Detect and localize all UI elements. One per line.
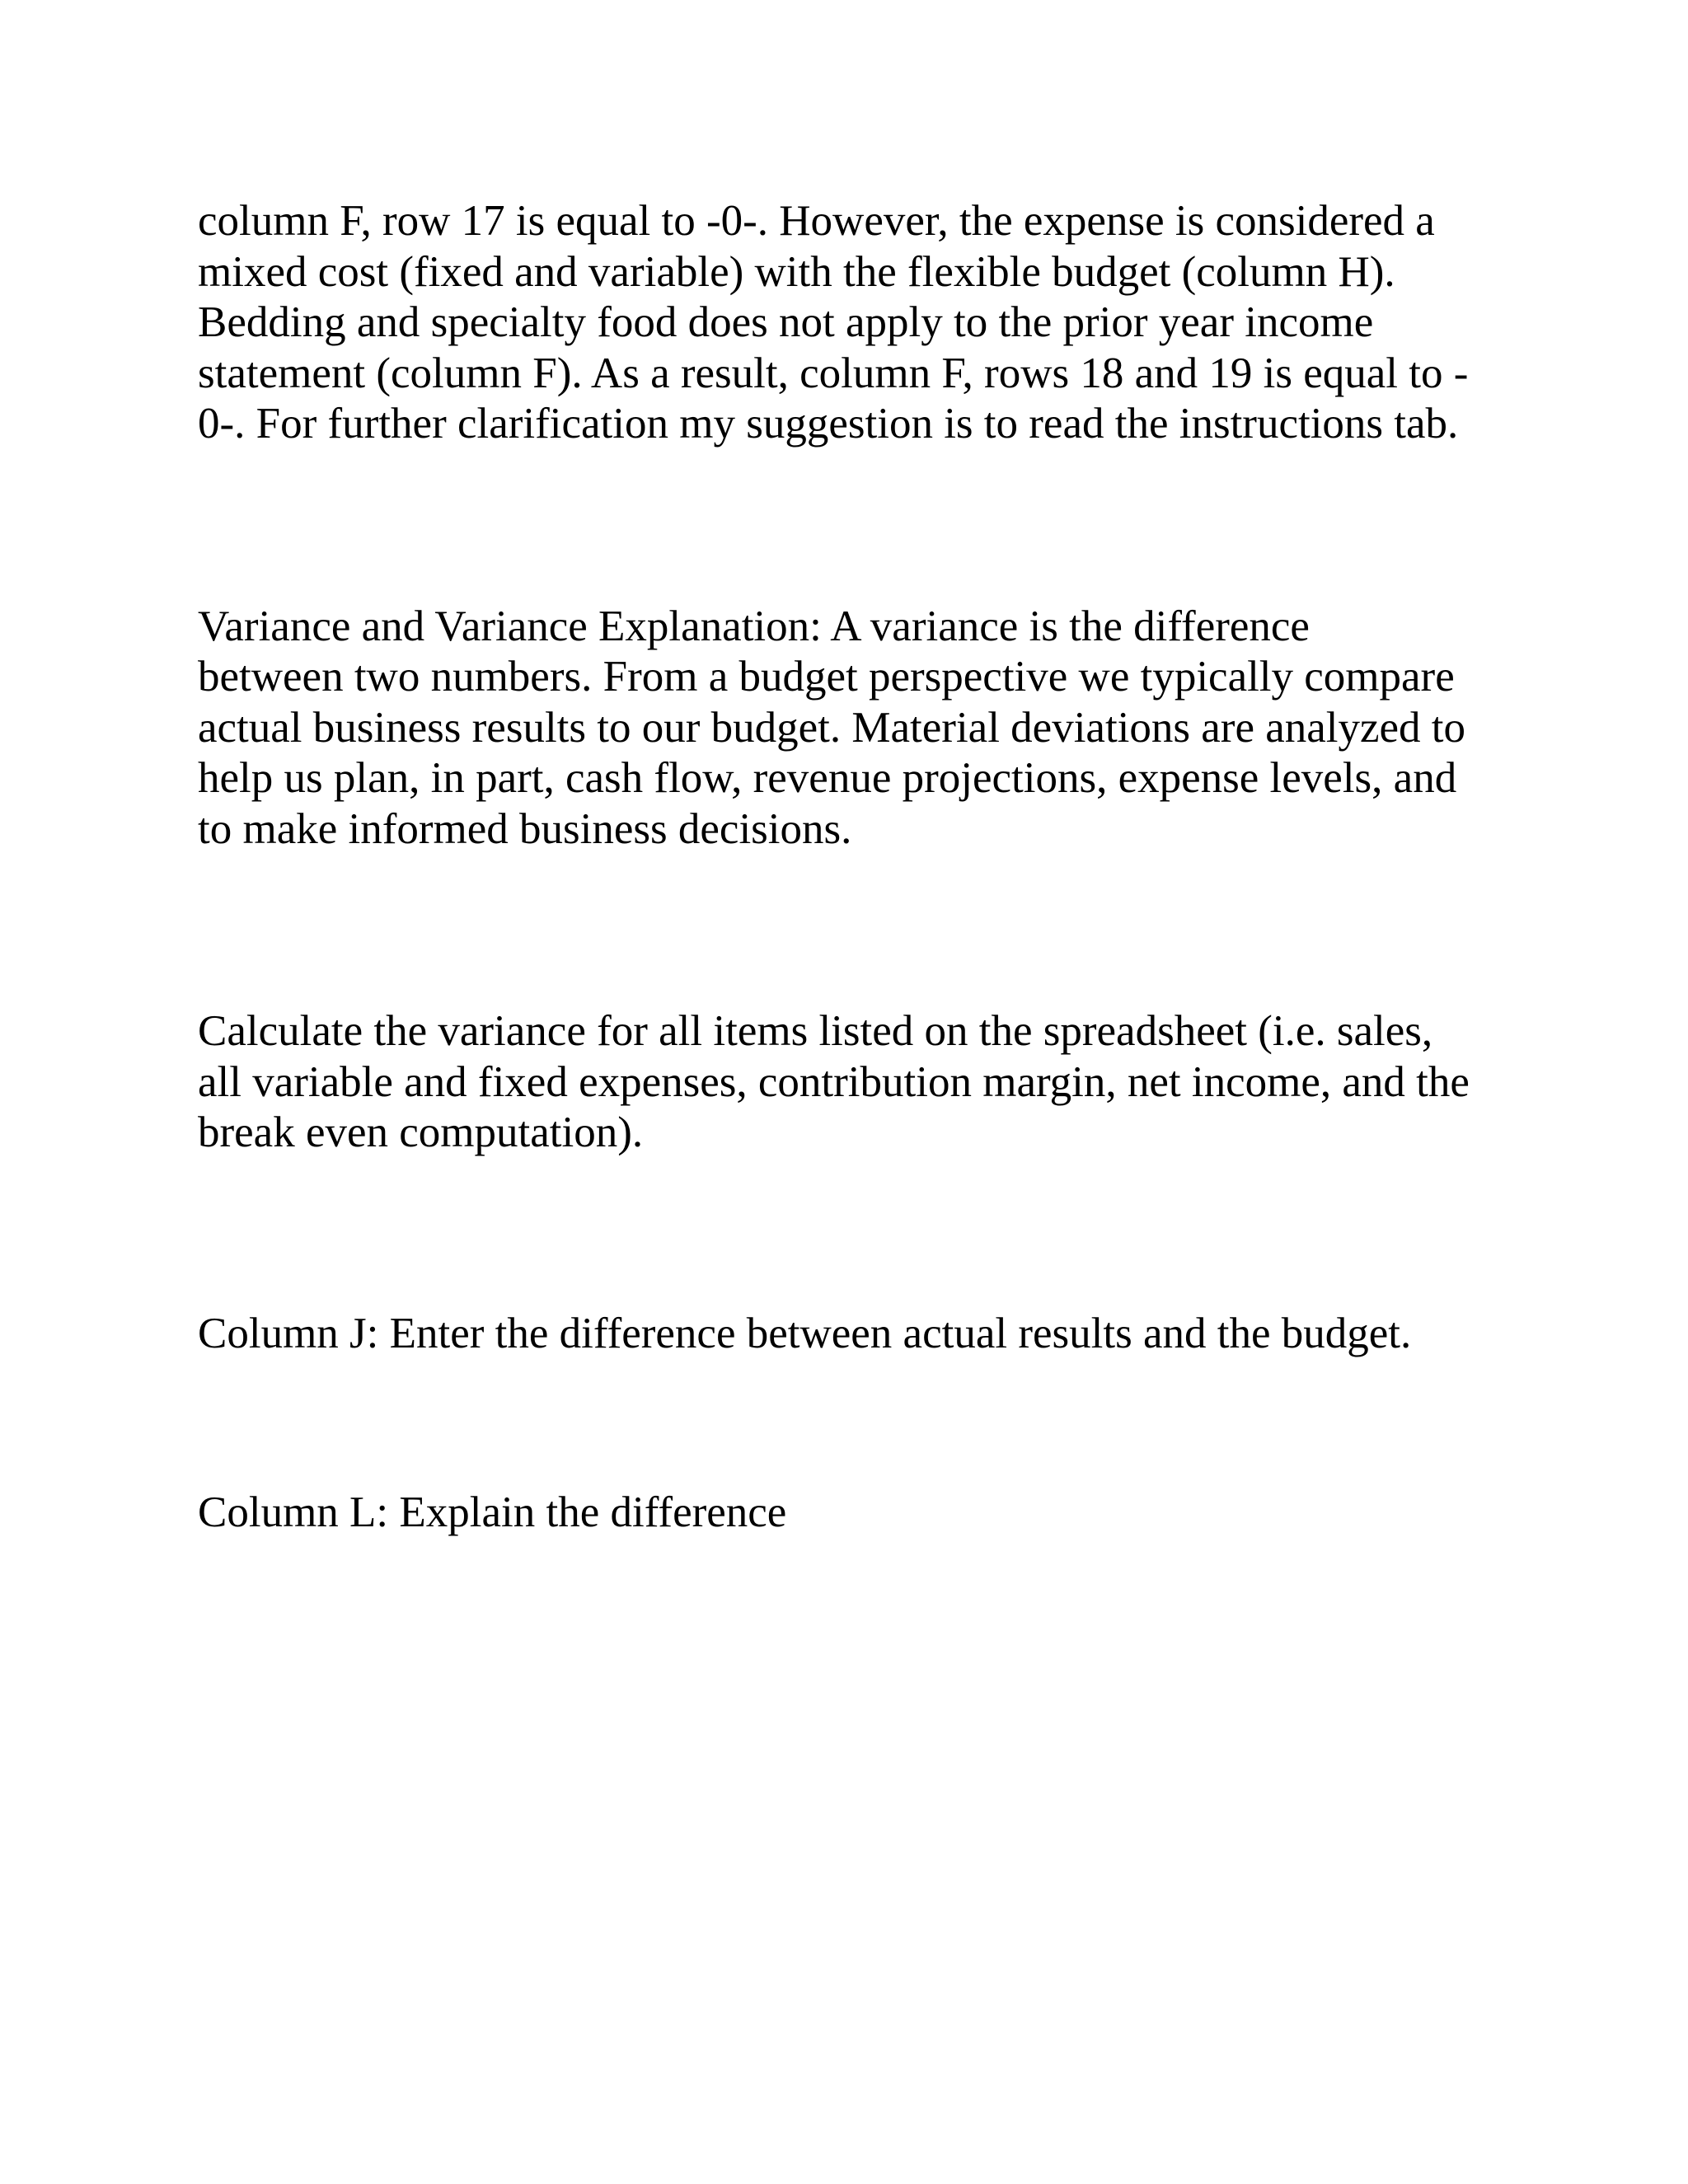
text-line: Column J: Enter the difference between actual results and the budget.	[198, 1309, 1412, 1357]
document-body	[198, 196, 1508, 1539]
text-line: break even computation).	[198, 1108, 644, 1156]
text-line: to make informed business decisions.	[198, 804, 852, 853]
text-line: between two numbers. From a budget perspective we typically compare	[198, 653, 1455, 701]
text-line: column F, row 17 is equal to -0-. However, the expense is considered a	[198, 197, 1435, 245]
text-line: help us plan, in part, cash flow, revenue projections, expense levels, and	[198, 754, 1457, 802]
paragraph-calculate-variance	[198, 1006, 1508, 1159]
paragraph-column-l	[198, 1488, 1508, 1539]
text-line: Variance and Variance Explanation: A variance is the difference	[198, 602, 1310, 650]
paragraph-column-j	[198, 1309, 1508, 1360]
text-line: mixed cost (fixed and variable) with the flexible budget (column H).	[198, 247, 1395, 296]
text-line: 0-. For further clarification my suggestion is to read the instructions tab.	[198, 400, 1459, 448]
text-line: actual business results to our budget. Material deviations are analyzed to	[198, 703, 1466, 752]
paragraph-column-f-note	[198, 196, 1508, 450]
text-line: statement (column F). As a result, column F, rows 18 and 19 is equal to -	[198, 349, 1469, 397]
text-line: Column L: Explain the difference	[198, 1488, 787, 1536]
text-line: Bedding and specialty food does not apply to the prior year income	[198, 298, 1374, 346]
paragraph-variance-explanation	[198, 602, 1508, 855]
text-line: Calculate the variance for all items listed on the spreadsheet (i.e. sales,	[198, 1007, 1433, 1055]
text-line: all variable and fixed expenses, contribution margin, net income, and the	[198, 1057, 1470, 1106]
